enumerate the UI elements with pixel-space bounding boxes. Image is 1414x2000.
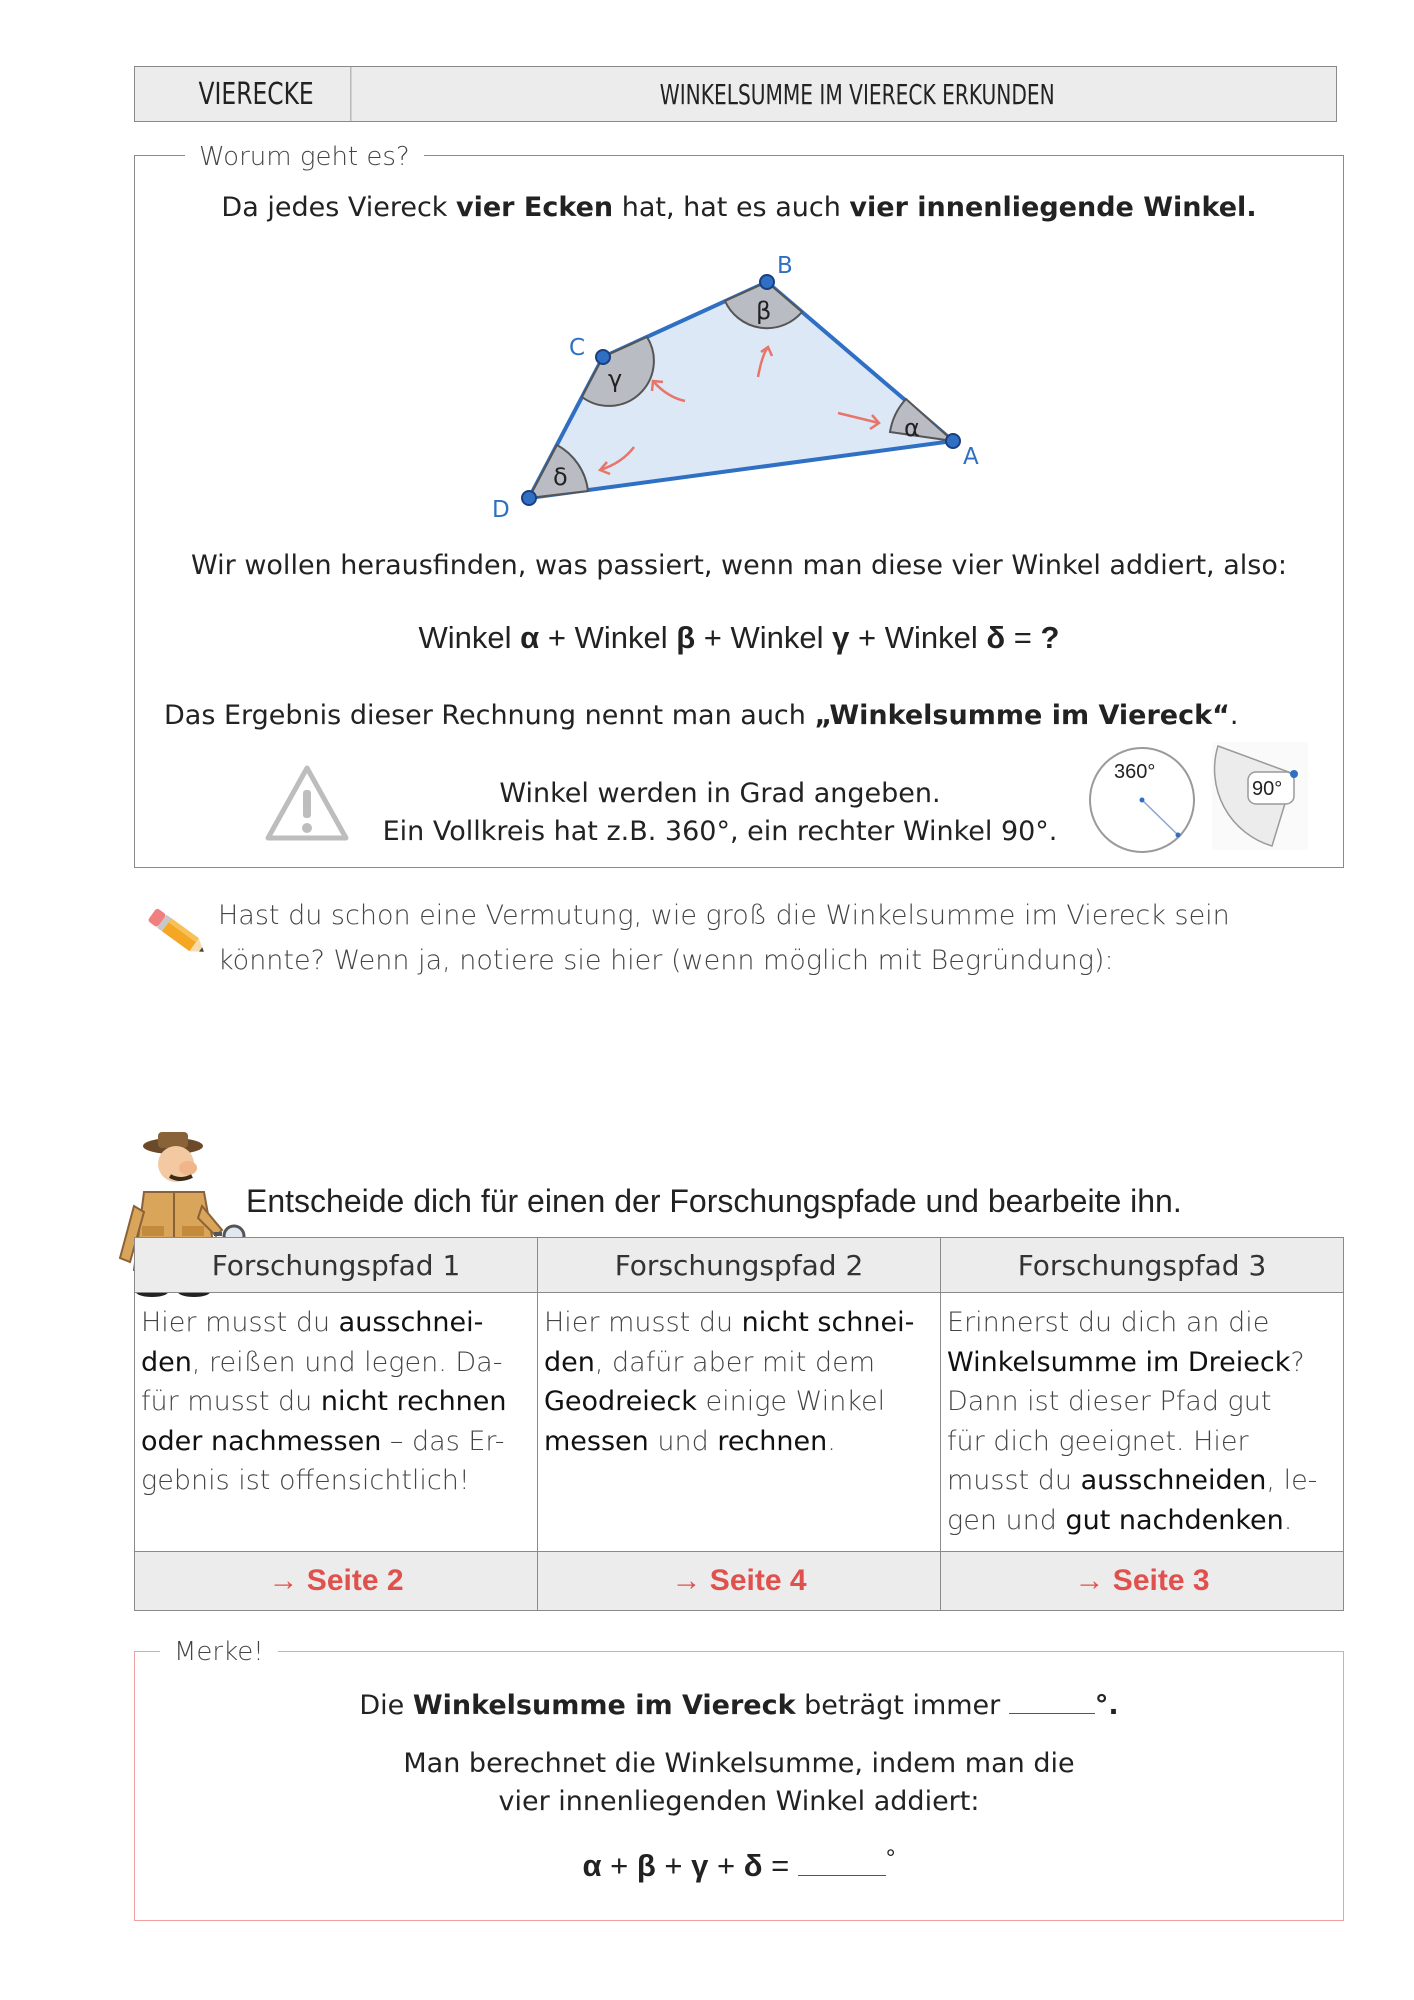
question-text: Wir wollen herausfinden, was passiert, wenn man diese vier Winkel addiert, also:: [191, 550, 1287, 581]
merke-formula-alpha: α: [582, 1848, 602, 1883]
formula-plus: +: [849, 620, 885, 655]
path-3-text: für dich geeignet. Hier: [947, 1425, 1249, 1457]
formula-plus: +: [695, 620, 731, 655]
path-3-text: Erinnerst du dich an die: [947, 1307, 1270, 1338]
path-2-emph: nicht schnei-: [741, 1307, 915, 1338]
full-circle-figure: [1086, 744, 1198, 856]
merke-formula-plus: +: [601, 1848, 637, 1883]
pencil-icon: [144, 903, 212, 963]
path-1-text: , reißen und legen. Da-: [191, 1346, 503, 1378]
path-1-emph: den: [141, 1346, 192, 1378]
quadrilateral-diagram: [480, 255, 1000, 525]
merke-formula-gamma: γ: [691, 1848, 709, 1883]
research-paths-table: [134, 1237, 1344, 1611]
conjecture-line-2: könnte? Wenn ja, notiere sie hier (wenn möglich mit Begründung):: [218, 945, 1114, 976]
formula-beta: β: [676, 620, 696, 655]
formula-gamma: γ: [832, 620, 850, 655]
path-3-text: ?: [1290, 1346, 1305, 1378]
merke-formula-delta: δ: [743, 1848, 763, 1883]
formula-delta: δ: [986, 620, 1006, 655]
conjecture-prompt: [218, 893, 1348, 983]
path-2-description: [538, 1293, 941, 1552]
vertex-a-point: [946, 434, 960, 448]
path-1-text: – das Er-: [381, 1425, 505, 1457]
result-text-1: Das Ergebnis dieser Rechnung nennt man auch: [164, 700, 815, 731]
merke-formula-plus: +: [708, 1848, 744, 1883]
degree-note: [360, 775, 1080, 851]
path-1-emph: oder nachmessen: [141, 1425, 382, 1457]
merke-formula-beta: β: [636, 1848, 656, 1883]
formula-word: Winkel: [884, 620, 987, 655]
path-2-header: Forschungspfad 2: [538, 1238, 941, 1293]
intro-text-3: .: [1246, 192, 1257, 223]
full-circle-label: 360°: [1114, 761, 1156, 783]
path-3-text: , le-: [1266, 1465, 1318, 1496]
formula-plus: +: [539, 620, 575, 655]
intro-bold-corners: vier Ecken: [456, 192, 614, 223]
path-1-emph: nicht rechnen: [320, 1386, 507, 1417]
path-2-text: Hier musst du: [544, 1307, 742, 1338]
path-2-text: und: [648, 1425, 718, 1457]
intro-text-2: hat, hat es auch: [613, 192, 850, 223]
path-3-emph: ausschneiden: [1080, 1465, 1267, 1496]
angle-sum-formula: [134, 620, 1344, 656]
merke-text-1: Die: [359, 1690, 413, 1721]
degree-note-line-1: Winkel werden in Grad angeben.: [499, 778, 941, 809]
task-instruction: Entscheide dich für einen der Forschungspfade und bearbeite ihn.: [246, 1183, 1182, 1219]
path-3-text: Dann ist dieser Pfad gut: [947, 1386, 1272, 1417]
vertex-b-label: B: [777, 255, 793, 279]
path-1-header: Forschungspfad 1: [135, 1238, 538, 1293]
merke-term: Winkelsumme im Viereck: [412, 1690, 796, 1721]
worksheet-header: [134, 66, 1337, 122]
path-2-emph: Geodreieck: [544, 1386, 697, 1417]
topic-label: VIERECKE: [162, 67, 352, 121]
merke-text-2: beträgt immer: [795, 1690, 1009, 1721]
right-angle-figure: [1212, 742, 1308, 850]
vertex-d-label: D: [492, 497, 510, 523]
degree-note-line-2: Ein Vollkreis hat z.B. 360°, ein rechter Winkel 90°.: [382, 816, 1058, 847]
formula-word: Winkel: [574, 620, 677, 655]
formula-equals: =: [1005, 620, 1041, 655]
path-3-page-link[interactable]: → Seite 3: [941, 1552, 1344, 1611]
merke-rule: [134, 1690, 1344, 1721]
formula-alpha: α: [520, 620, 540, 655]
merke-answer-blank[interactable]: [1009, 1713, 1095, 1714]
right-angle-label: 90°: [1252, 778, 1283, 800]
path-1-emph: ausschnei-: [338, 1307, 484, 1338]
merke-explanation-line-2: vier innenliegenden Winkel addiert:: [498, 1786, 980, 1817]
merke-formula-equals: =: [762, 1848, 798, 1883]
angle-gamma-label: γ: [608, 365, 623, 393]
merke-formula-plus: +: [655, 1848, 692, 1883]
path-3-emph: Winkelsumme im Dreieck: [947, 1346, 1291, 1378]
path-2-emph: rechnen: [717, 1425, 828, 1457]
path-1-text: für musst du: [141, 1386, 321, 1417]
intro-legend: Worum geht es?: [185, 142, 424, 172]
result-text-2: .: [1229, 700, 1239, 731]
formula-word: Winkel: [730, 620, 833, 655]
path-3-description: [941, 1293, 1344, 1552]
path-2-text: .: [827, 1425, 836, 1457]
worksheet-title-text: WINKELSUMME IM VIERECK ERKUNDEN: [659, 77, 1055, 111]
vertex-c-point: [596, 350, 610, 364]
path-3-header: Forschungspfad 3: [941, 1238, 1344, 1293]
intro-bold-angles: vier innenliegende Winkel: [849, 192, 1247, 223]
angle-alpha-label: α: [904, 414, 920, 442]
path-1-text: gebnis ist offensichtlich!: [141, 1465, 470, 1496]
merke-formula-answer-blank[interactable]: [798, 1875, 886, 1876]
path-1-description: [135, 1293, 538, 1552]
path-3-text: .: [1283, 1504, 1293, 1536]
path-2-emph: den: [544, 1346, 595, 1378]
merke-formula-degree: °: [885, 1845, 896, 1872]
path-3-text: musst du: [947, 1465, 1081, 1496]
merke-legend: Merke!: [160, 1637, 278, 1667]
result-term: „Winkelsumme im Viereck“: [814, 700, 1230, 731]
path-3-text: gen und: [947, 1504, 1066, 1536]
merke-explanation: [134, 1745, 1344, 1821]
formula-question-mark: ?: [1040, 620, 1060, 655]
intro-sentence: [134, 192, 1344, 223]
warning-icon: [262, 762, 352, 846]
formula-word: Winkel: [418, 620, 521, 655]
merke-degree: °.: [1094, 1690, 1119, 1721]
intro-text-1: Da jedes Viereck: [221, 192, 457, 223]
path-3-emph: gut nachdenken: [1065, 1504, 1284, 1536]
path-1-page-link[interactable]: → Seite 2: [135, 1552, 538, 1611]
vertex-a-label: A: [963, 444, 979, 470]
path-2-text: , dafür aber mit dem: [594, 1346, 876, 1378]
merke-explanation-line-1: Man berechnet die Winkelsumme, indem man die: [403, 1748, 1075, 1779]
angle-delta-label: δ: [553, 463, 568, 491]
vertex-d-point: [522, 491, 536, 505]
path-2-text: einige Winkel: [696, 1386, 886, 1417]
path-2-emph: messen: [544, 1425, 649, 1457]
merke-formula: [134, 1845, 1344, 1884]
angle-beta-label: β: [756, 297, 772, 325]
vertex-b-point: [760, 275, 774, 289]
path-1-text: Hier musst du: [141, 1307, 339, 1338]
result-sentence: [164, 700, 1238, 731]
worksheet-title: [378, 67, 1336, 121]
conjecture-line-1: Hast du schon eine Vermutung, wie groß die Winkelsumme im Viereck sein: [218, 900, 1230, 931]
path-2-page-link[interactable]: → Seite 4: [538, 1552, 941, 1611]
vertex-c-label: C: [569, 335, 586, 361]
